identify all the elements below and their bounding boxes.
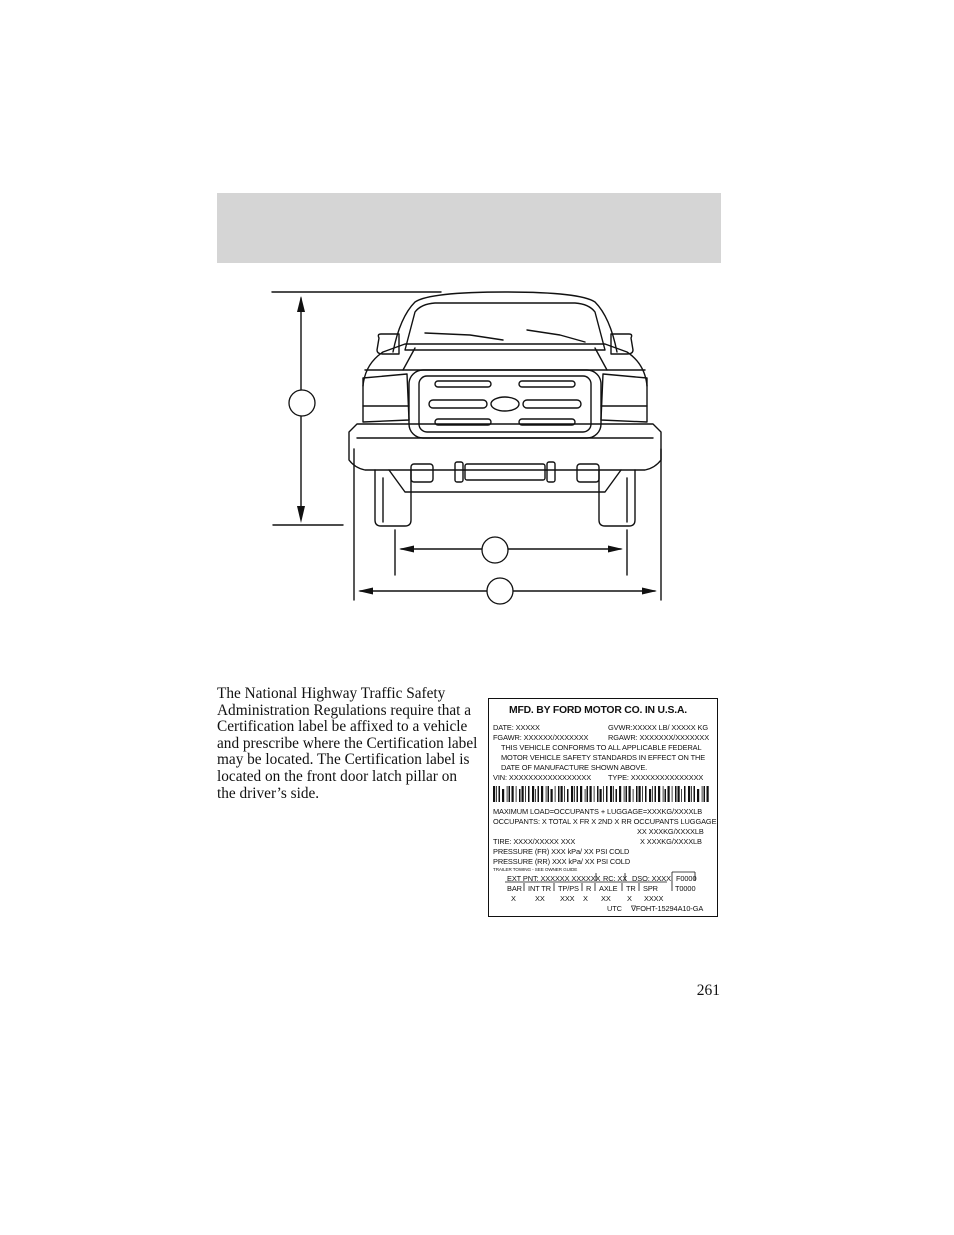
width-callout bbox=[487, 578, 513, 604]
fog-light-right bbox=[577, 464, 599, 482]
vehicle-dimensions-figure bbox=[265, 282, 675, 612]
label-code-separators bbox=[487, 697, 717, 916]
label-title: MFD. BY FORD MOTOR CO. IN U.S.A. bbox=[509, 705, 687, 716]
label-type: TYPE: XXXXXXXXXXXXXXX bbox=[608, 773, 704, 782]
label-occupants-row-1: XX XXXKG/XXXXLB bbox=[637, 827, 704, 836]
track-arrow-right-icon bbox=[608, 546, 623, 553]
grille-surround bbox=[409, 370, 601, 438]
grille-bar-4 bbox=[523, 400, 581, 408]
height-arrow-top-icon bbox=[297, 296, 305, 312]
label-tire: TIRE: XXXX/XXXXX XXX bbox=[493, 837, 576, 846]
label-occupants-row-2: X XXXKG/XXXXLB bbox=[640, 837, 702, 846]
grille-bar-2 bbox=[519, 381, 575, 387]
code-header-spr: SPR bbox=[643, 884, 658, 893]
ford-oval-logo-icon bbox=[491, 397, 519, 411]
label-occupants: OCCUPANTS: X TOTAL X FR X 2ND X RR OCCUPANTS LUGGAGE bbox=[493, 817, 717, 826]
certification-label-description: The National Highway Traffic Safety Administration Regulations require that a Certification label be affixed to a vehicle and prescribe where the Certification label may be located. The Certification label is located on the front door latch pillar on the driver’s side. bbox=[217, 685, 478, 802]
page-number: 261 bbox=[696, 982, 720, 999]
windshield-wiper-left bbox=[425, 333, 503, 340]
track-callout-circle bbox=[482, 537, 508, 563]
truck-windshield bbox=[405, 303, 605, 350]
height-callout bbox=[289, 390, 315, 416]
bumper bbox=[349, 424, 661, 470]
mirror-right bbox=[611, 334, 633, 354]
mirror-left bbox=[377, 334, 399, 354]
code-header-r: R bbox=[586, 884, 592, 893]
headlight-left bbox=[363, 374, 409, 422]
lower-valance bbox=[389, 470, 621, 492]
hood-crease-left bbox=[403, 348, 415, 370]
label-ext-paint: EXT PNT: XXXXXX XXXXXX bbox=[507, 874, 601, 883]
track-callout bbox=[482, 537, 508, 563]
label-utc: UTC bbox=[607, 904, 622, 913]
code-value-tr: X bbox=[627, 894, 632, 903]
fog-light-left bbox=[411, 464, 433, 482]
width-callout-circle bbox=[487, 578, 513, 604]
tow-hook-left bbox=[455, 462, 463, 482]
truck-front-view bbox=[349, 292, 661, 526]
tire-left bbox=[375, 470, 411, 526]
hood-crease-right bbox=[595, 348, 607, 370]
grille-bar-3 bbox=[429, 400, 487, 408]
label-fgawr: FGAWR: XXXXXX/XXXXXXX bbox=[493, 733, 589, 742]
tow-hook-right bbox=[547, 462, 555, 482]
windshield-wiper-right bbox=[527, 330, 585, 342]
label-gvwr: GVWR:XXXXX LB/ XXXXX KG bbox=[608, 723, 708, 732]
code-header-tp-ps: TP/PS bbox=[558, 884, 579, 893]
grille-bar-1 bbox=[435, 381, 491, 387]
label-rgawr: RGAWR: XXXXXXX/XXXXXXX bbox=[608, 733, 710, 742]
width-arrow-left-icon bbox=[358, 588, 373, 595]
label-f-code: F0000 bbox=[676, 874, 697, 883]
label-date: DATE: XXXXX bbox=[493, 723, 540, 732]
code-header-bar: BAR bbox=[507, 884, 522, 893]
label-pressure-rear: PRESSURE (RR) XXX kPa/ XX PSI COLD bbox=[493, 857, 631, 866]
certification-label bbox=[488, 698, 718, 917]
height-arrow-bottom-icon bbox=[297, 506, 305, 523]
headlight-right bbox=[601, 374, 647, 422]
height-callout-circle bbox=[289, 390, 315, 416]
label-conform-line-2: MOTOR VEHICLE SAFETY STANDARDS IN EFFECT ON THE bbox=[501, 753, 706, 762]
code-header-tr: TR bbox=[626, 884, 636, 893]
truck-cab-outline bbox=[393, 292, 617, 352]
code-header-int-tr: INT TR bbox=[528, 884, 551, 893]
chapter-header-band bbox=[217, 193, 721, 263]
code-value-axle: XX bbox=[601, 894, 611, 903]
label-t-code: T0000 bbox=[675, 884, 696, 893]
label-dso: DSO: XXXX bbox=[632, 874, 671, 883]
label-part-number: ∇FOHT-15294A10-GA bbox=[631, 904, 704, 913]
code-value-spr: XXXX bbox=[644, 894, 664, 903]
width-arrow-right-icon bbox=[642, 588, 657, 595]
code-value-bar: X bbox=[511, 894, 516, 903]
label-trailer-towing: TRAILER TOWING - SEE OWNER GUIDE bbox=[493, 867, 578, 872]
label-pressure-front: PRESSURE (FR) XXX kPa/ XX PSI COLD bbox=[493, 847, 630, 856]
track-arrow-left-icon bbox=[399, 546, 414, 553]
label-max-load: MAXIMUM LOAD=OCCUPANTS + LUGGAGE=XXXKG/XXXXLB bbox=[493, 807, 703, 816]
label-rc: RC: XX bbox=[603, 874, 628, 883]
tire-right bbox=[599, 470, 635, 526]
code-value-int-tr: XX bbox=[535, 894, 545, 903]
code-value-tp-ps: XXX bbox=[560, 894, 575, 903]
label-conform-line-3: DATE OF MANUFACTURE SHOWN ABOVE. bbox=[501, 763, 648, 772]
license-plate-bracket bbox=[465, 464, 545, 480]
label-conform-line-1: THIS VEHICLE CONFORMS TO ALL APPLICABLE FEDERAL bbox=[501, 743, 702, 752]
label-vin: VIN: XXXXXXXXXXXXXXXXX bbox=[493, 773, 592, 782]
code-value-r: X bbox=[583, 894, 588, 903]
code-header-axle: AXLE bbox=[599, 884, 618, 893]
